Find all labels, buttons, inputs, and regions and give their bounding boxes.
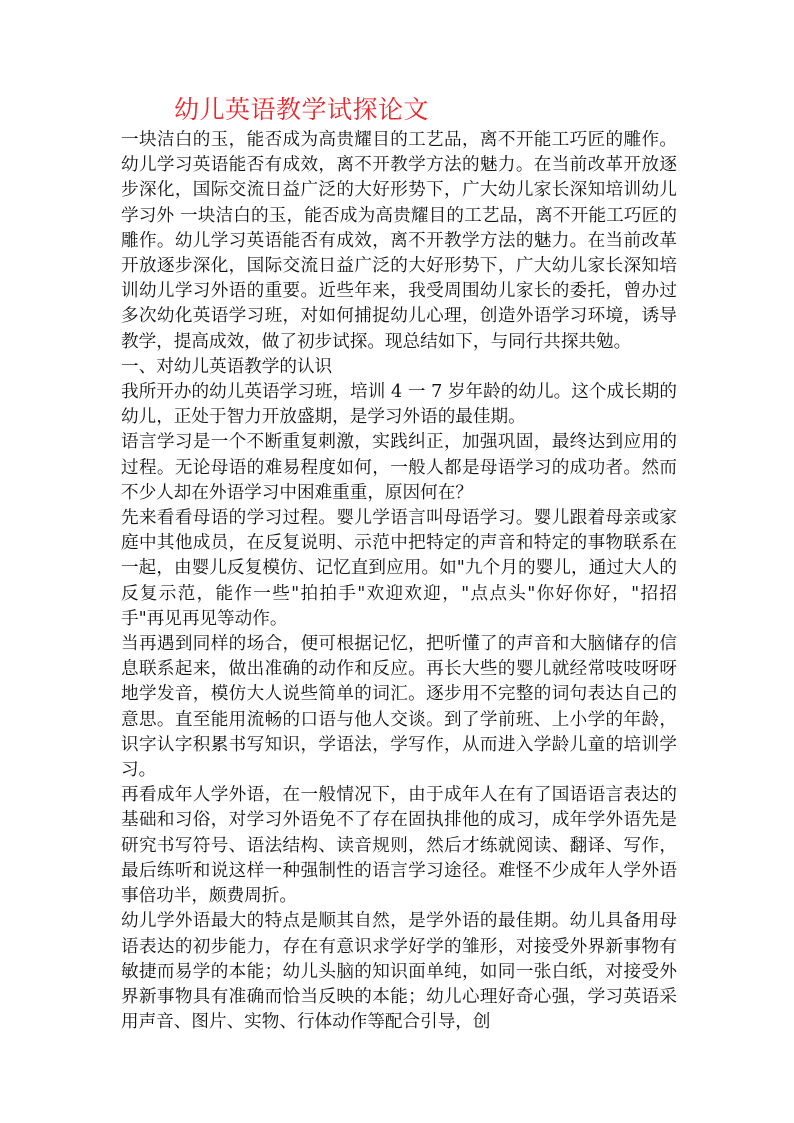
document-title: 幼儿英语教学试探论文 <box>174 95 430 124</box>
paragraph-intro: 一块洁白的玉，能否成为高贵耀目的工艺品，离不开能工巧匠的雕作。幼儿学习英语能否有成效，离不开教学方法的魅力。在当前改革开放逐步深化，国际交流日益广泛的大好形势下，广大幼儿家长深知培训幼儿学习外 一块洁白的玉，能否成为高贵耀目的工艺品，离不开能工巧匠的雕作。幼儿学习英语能否有成效，离不开教学方法的魅力。在当前改革开放逐步深化，国际交流日益广泛的大好形势下，广大幼儿家长深知培训幼儿学习外语的重要。近些年来，我受周围幼儿家长的委托，曾办过多次幼化英语学习班，对如何捕捉幼儿心理，创造外语学习环境，诱导教学，提高成效，做了初步试探。现总结如下，与同行共探共勉。 <box>121 130 677 352</box>
paragraph: 语言学习是一个不断重复刺激，实践纠正，加强巩固，最终达到应用的过程。无论母语的难易程度如何，一般人都是母语学习的成功者。然而不少人却在外语学习中困难重重，原因何在？ <box>121 432 677 503</box>
paragraph: 我所开办的幼儿英语学习班，培训 4 一 7 岁年龄的幼儿。这个成长期的幼儿，正处于智力开放盛期，是学习外语的最佳期。 <box>121 382 677 428</box>
paragraph: 当再遇到同样的场合，便可根据记忆，把听懂了的声音和大脑储存的信息联系起来，做出准确的动作和反应。再长大些的婴儿就经常吱吱呀呀地学发音，模仿大人说些简单的词汇。逐步用不完整的词句表达自己的意思。直至能用流畅的口语与他人交谈。到了学前班、上小学的年龄，识字认字积累书写知识，学语法，学写作，从而进入学龄儿童的培训学习。 <box>121 634 677 781</box>
document-body <box>121 128 677 1035</box>
paragraph: 幼儿学外语最大的特点是顺其自然，是学外语的最佳期。幼儿具备用母语表达的初步能力，存在有意识求学好学的雏形，对接受外界新事物有敏捷而易学的本能；幼儿头脑的知识面单纯，如同一张白纸，对接受外界新事物具有准确而恰当反映的本能；幼儿心理好奇心强，学习英语采用声音、图片、实物、行体动作等配合引导，创 <box>121 911 677 1033</box>
paragraph: 先来看看母语的学习过程。婴儿学语言叫母语学习。婴儿跟着母亲或家庭中其他成员，在反复说明、示范中把特定的声音和特定的事物联系在一起，由婴儿反复模仿、记忆直到应用。如"九个月的婴儿，通过大人的反复示范，能作一些"拍拍手"欢迎欢迎，"点点头"你好你好，"招招手"再见再见等动作。 <box>121 508 677 629</box>
paragraph: 再看成年人学外语，在一般情况下，由于成年人在有了国语语言表达的基础和习俗，对学习外语免不了存在固执排他的成习，成年学外语先是研究书写符号、语法结构、读音规则，然后才练就阅读、翻译、写作，最后练听和说这样一种强制性的语言学习途径。难怪不少成年人学外语事倍功半，颇费周折。 <box>121 785 677 907</box>
section-heading: 一、对幼儿英语教学的认识 <box>121 356 333 377</box>
